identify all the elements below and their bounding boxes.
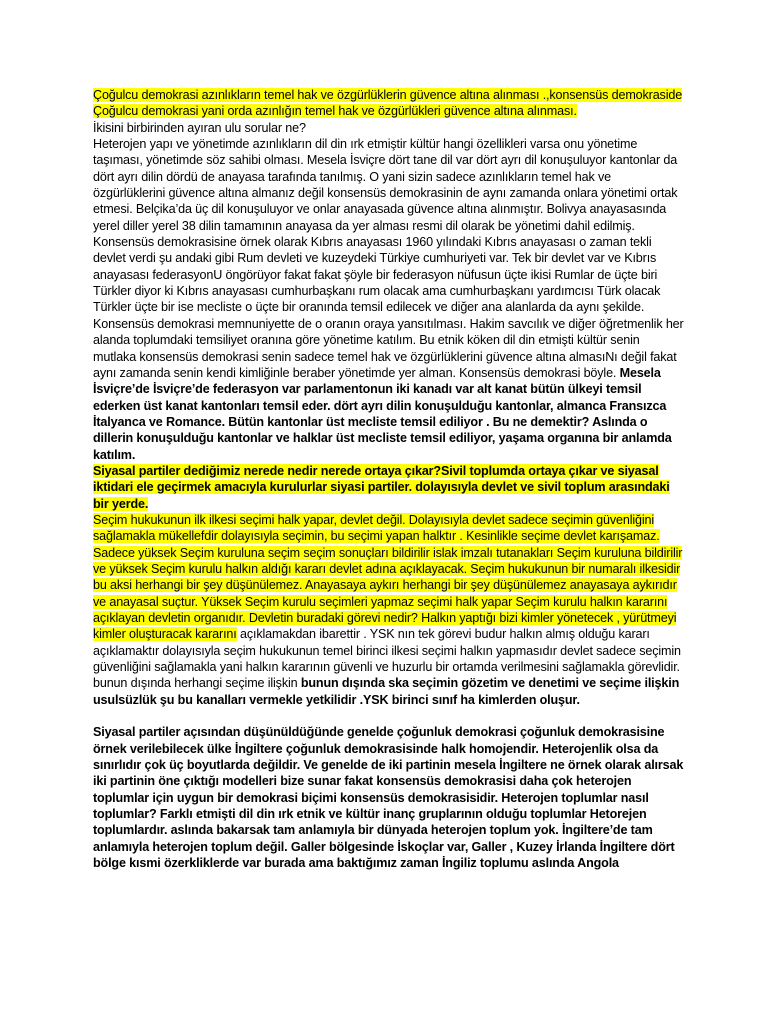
blank-line bbox=[93, 708, 685, 724]
body-text: Konsensüs demokrasisine örnek olarak Kıbrıs anayasası 1960 yılındaki Kıbrıs anayasası o zaman tekli devlet verdi şu andaki gibi Rum devleti ve kuzeydeki Türkiye cumhuriyeti var. Tek bir devlet var ve Kıbrıs anayasası federasyonU öngörüyor fakat fakat şöyle bir federasyon nüfusun üçte ikisi Rumlar de üçte biri Türkler diyor ki Kıbrıs anayasası cumhurbaşkanı rum olacak ama cumhurbaşkanı yardımcısı Türk olacak Türkler üçte bir ise mecliste o üçte bir oranında temsil edilecek ve diğer ana alanlarda da aynı şekilde. Konsensüs demokrasi memnuniyette de o oranın oraya yansıtılması. Hakim savcılık ve diğer öğretmenlik her alanda toplumdaki temsiliyet oranına göre yönetime katılım. Bu etnik köken dil din etmişti kültür senin mutlaka konsensüs demokrasi senin sadece temel hak ve özgürlüklerini güvence altına almasıNı değil fakat aynı zamanda senin kendi kimliğinle beraber yönetimde yer alman. Konsensüs demokrasi böyle. bbox=[93, 235, 684, 380]
paragraph-political-parties bbox=[93, 463, 685, 512]
paragraph-question bbox=[93, 120, 685, 136]
paragraph-heterogeneous-structure bbox=[93, 136, 685, 234]
body-text: İkisini birbirinden ayıran ulu sorular ne? bbox=[93, 120, 306, 135]
highlighted-text: Seçim hukukunun ilk ilkesi seçimi halk yapar, devlet değil. Dolayısıyla devlet sadece seçimin güvenliğini sağlamakla mükellefdir dolayısıyla seçimin, bu seçimi yapan halktır . Kesinlikle seçime devlet karışamaz. Sadece yüksek Seçim kuruluna seçim seçim sonuçları bildirilir islak imzalı tutanakları Seçim kuruluna bildirilir ve yüksek Seçim kurulu halkın aldığı kararı devlet adına açıklayacak. Seçim hukukunun bir numaralı ilkesidir bu aksi herhangi bir şey düşünülemez. Anayasaya aykırı herhangi bir şey düşünülemez anayasaya aykırıdır ve anayasal suçtur. Yüksek Seçim kurulu seçimleri yapmaz seçimi halk yapar Seçim kurulu halkın kararını açıklayan devletin organıdır. Devletin buradaki görevi nedir? Halkın yaptığı bizi kimler yönetecek , yürütmeyi kimler oluşturacak kararını bbox=[93, 512, 683, 642]
paragraph-majority-democracy bbox=[93, 724, 685, 871]
body-text: açıklamakdan ibarettir . YSK nın tek görevi budur halkın almış olduğu kararı açıklamaktır dolayısıyla seçim hukukunun temel birinci ilkesi seçimi halkın yapmasıdır devlet sadece seçimin güvenliğini sağlamakla yani halkın kararının güvenli ve huzurlu bir ortamda verilmesini sağlamakla görevlidir. bunun dışında herhangi seçime ilişkin bbox=[93, 627, 681, 691]
paragraph-cyprus-switzerland bbox=[93, 234, 685, 463]
highlighted-bold-text: Siyasal partiler dediğimiz nerede nedir nerede ortaya çıkar?Sivil toplumda ortaya çıkar ve siyasal iktidari ele geçirmek amacıyla kurulurlar siyasi partiler. dolayısıyla devlet ve sivil toplum arasındaki bir yerde. bbox=[93, 463, 670, 511]
bold-text: Siyasal partiler açısından düşünüldüğünde genelde çoğunluk demokrasi çoğunluk demokrasisine örnek verilebilecek ülke İngiltere çoğunluk demokrasisinde halk homojendir. Heterojenlik olsa da sınırlıdır çok üç boyutlarda değildir. Ve genelde de iki partinin mesela İngiltere ne örnek olarak alırsak iki partinin öne çıktığı modelleri bize sunar fakat konsensüs demokrasisi daha çok heterojen toplumlar için uygun bir demokrasi biçimi konsensüs demokrasisidir. Heterojen toplumlar nasıl toplumlar? Farklı etmişti dil din ırk etnik ve kültür inanç gruplarının olduğu toplumlar Hetorejen toplumlardır. aslında bakarsak tam anlamıyla bir dünyada heterojen toplum yok. İngiltere’de tam anlamıyla heterojen toplum değil. Galler bölgesinde İskoçlar var, Galler , Kuzey İrlanda İngiltere dört bölge kısmi özerkliklerde var burada ama baktığımız zaman İngiliz toplumu aslında Angola bbox=[93, 725, 684, 871]
body-text: Heterojen yapı ve yönetimde azınlıkların dil din ırk etmiştir kültür hangi özellikleri varsa onu yönetime taşıması, yönetimde söz sahibi olması. Mesela İsviçre dört tane dil var dört ayrı dil konuşuluyor kantonlar da dört ayrı dilin dördü de anayasa tarafında tanılmış. O yani sizin sadece azınlıkların temel hak ve özgürlüklerini güvence altına almanız değil konsensüs demokrasinin de aynı zamanda onlara yönetimi ortak etmesi. Belçika’da üç dil konuşuluyor ve onlar anayasada güvence altına alınmıştır. Bolivya anayasasında yerel diller yerel 38 dilin tamamının anayasa da yer alması resmi dil olarak be yönetimi dahil edilmiş. bbox=[93, 137, 678, 233]
paragraph-pluralist-vs-consensus bbox=[93, 87, 685, 120]
bold-text: bunun dışında ska seçimin gözetim ve denetimi ve seçime ilişkin usulsüzlük şu bu kanalları vermekle yetkilidir .YSK birinci sınıf ha kimlerden oluşur. bbox=[93, 676, 680, 707]
document-page bbox=[93, 87, 685, 872]
paragraph-election-law bbox=[93, 512, 685, 708]
bold-text: Mesela İsviçre’de İsviçre’de federasyon var parlamentonun iki kanadı var alt kanat bütün ülkeyi temsil ederken üst kanat kantonları temsil eder. dört ayrı dilin konuşulduğu kantonlar, almanca Fransızca İtalyanca ve Romance. Bütün kantonlar üst mecliste temsil ediliyor . Bu ne demektir? Aslında o dillerin konuşulduğu kantonlar ve halklar üst mecliste temsil ediliyor, yaşama organına bir anlamda katılım. bbox=[93, 365, 672, 462]
highlighted-text: Çoğulcu demokrasi azınlıkların temel hak ve özgürlüklerin güvence altına alınması .,konsensüs demokraside Çoğulcu demokrasi yani orda azınlığın temel hak ve özgürlükleri güvence altına alınması. bbox=[93, 88, 683, 119]
